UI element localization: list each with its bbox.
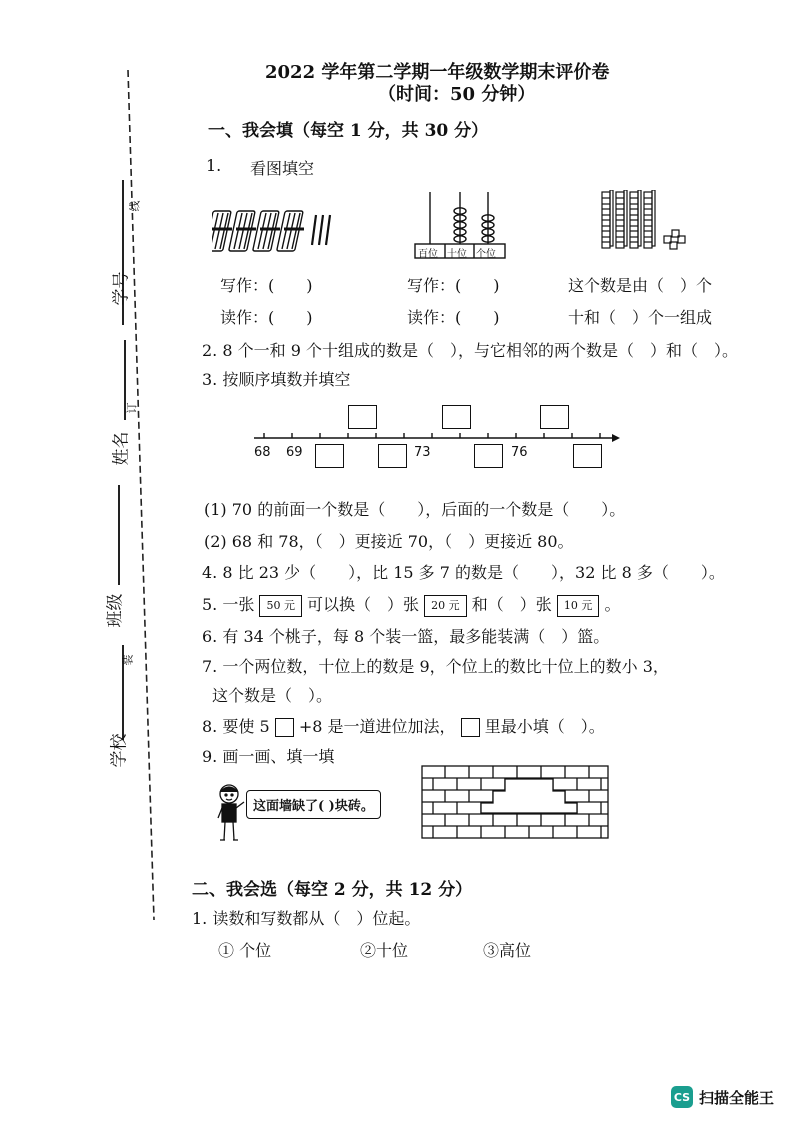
school-label: 学校 — [109, 733, 130, 768]
xian-mark: 线 — [128, 200, 142, 212]
stick-bundles-figure — [212, 205, 342, 255]
s2-q1-option-2[interactable]: ②十位 — [360, 941, 409, 960]
q6-text: 6. 有 34 个桃子，每 8 个装一篮，最多能装满（ ）篮。 — [202, 627, 610, 646]
number-line — [252, 428, 622, 448]
camscanner-watermark — [671, 1086, 774, 1108]
number-line-label-73: 73 — [414, 445, 431, 460]
page-subtitle: （时间：50 分钟） — [378, 84, 536, 105]
banknote-10: 10 元 — [557, 595, 600, 617]
s2-q1-text: 1. 读数和写数都从（ ）位起。 — [192, 909, 421, 928]
number-line-box-top-2[interactable] — [442, 405, 471, 429]
q1-prompt: 看图填空 — [250, 159, 315, 178]
page-title: 2022 学年第二学期一年级数学期末评价卷 — [265, 62, 610, 83]
q1-number: 1. — [206, 156, 222, 175]
number-line-box-bottom-2[interactable] — [378, 444, 407, 468]
ding-mark: 订 — [125, 402, 139, 414]
section2-heading: 二、我会选（每空 2 分，共 12 分） — [192, 880, 473, 900]
boy-figure — [212, 782, 248, 846]
q1-col3-line1: 这个数是由（ ）个 — [568, 276, 713, 295]
q8-blank-box-2[interactable] — [461, 718, 480, 737]
q5-part3: 和（ ）张 — [471, 595, 552, 614]
banknote-50: 50 元 — [259, 595, 302, 617]
q2-text: 2. 8 个一和 9 个十组成的数是（ ），与它相邻的两个数是（ ）和（ ）。 — [202, 341, 738, 360]
number-line-box-bottom-4[interactable] — [573, 444, 602, 468]
q5-part4: 。 — [604, 595, 621, 614]
s2-q1-option-3[interactable]: ③高位 — [483, 941, 532, 960]
q5-part2: 可以换（ ）张 — [307, 595, 420, 614]
q1-col1-write: 写作：( ) — [220, 276, 313, 295]
q7-line2: 这个数是（ ）。 — [212, 686, 333, 705]
q1-col3-line2: 十和（ ）个一组成 — [568, 308, 713, 327]
name-underline-2 — [118, 485, 120, 585]
zhuang-mark: 装 — [121, 654, 135, 666]
class-label: 班级 — [105, 593, 126, 628]
s2-q1-option-1[interactable]: ① 个位 — [218, 941, 272, 960]
number-line-label-76: 76 — [511, 445, 528, 460]
q3-sub2: (2) 68 和 78，（ ）更接近 70，（ ）更接近 80。 — [204, 532, 574, 551]
abacus-label-hundreds: 百位 — [418, 249, 438, 260]
q3-text: 3. 按顺序填数并填空 — [202, 370, 351, 389]
number-line-box-top-3[interactable] — [540, 405, 569, 429]
q1-col2-write: 写作：( ) — [407, 276, 500, 295]
q7-line1: 7. 一个两位数，十位上的数是 9，个位上的数比十位上的数小 3， — [202, 657, 669, 676]
number-line-box-bottom-1[interactable] — [315, 444, 344, 468]
q5-line — [202, 592, 620, 617]
binding-line — [120, 70, 160, 930]
student-no-label: 学号 — [111, 271, 132, 306]
speech-bubble — [246, 790, 381, 819]
brick-wall-figure — [421, 765, 611, 840]
q8-part1: 8. 要使 5 — [202, 717, 270, 736]
q1-col2-read: 读作：( ) — [407, 308, 500, 327]
q8-line — [202, 714, 605, 737]
speech-bubble-text: 这面墙缺了( )块砖。 — [253, 799, 374, 814]
q1-col1-read: 读作：( ) — [220, 308, 313, 327]
q3-sub1: (1) 70 的前面一个数是（ ），后面的一个数是（ ）。 — [204, 500, 626, 519]
camscanner-brand-name: 扫描全能王 — [698, 1088, 774, 1107]
section1-heading: 一、我会填（每空 1 分，共 30 分） — [208, 121, 489, 141]
number-line-label-68: 68 — [254, 445, 271, 460]
q9-text: 9. 画一画、填一填 — [202, 747, 335, 766]
q5-part1: 5. 一张 — [202, 595, 255, 614]
q8-part3: 里最小填（ ）。 — [484, 717, 605, 736]
cube-columns-figure — [600, 190, 692, 252]
camscanner-logo-icon: CS — [671, 1086, 693, 1108]
abacus-label-ones: 个位 — [476, 249, 496, 260]
number-line-box-top-1[interactable] — [348, 405, 377, 429]
banknote-20: 20 元 — [424, 595, 467, 617]
q8-part2: +8 是一道进位加法， — [298, 717, 456, 736]
name-label: 姓名 — [111, 431, 132, 466]
q8-blank-box-1[interactable] — [275, 718, 294, 737]
q4-text: 4. 8 比 23 少（ ），比 15 多 7 的数是（ ），32 比 8 多（ ）。 — [202, 563, 725, 582]
number-line-box-bottom-3[interactable] — [474, 444, 503, 468]
abacus-label-tens: 十位 — [447, 249, 467, 260]
number-line-label-69: 69 — [286, 445, 303, 460]
